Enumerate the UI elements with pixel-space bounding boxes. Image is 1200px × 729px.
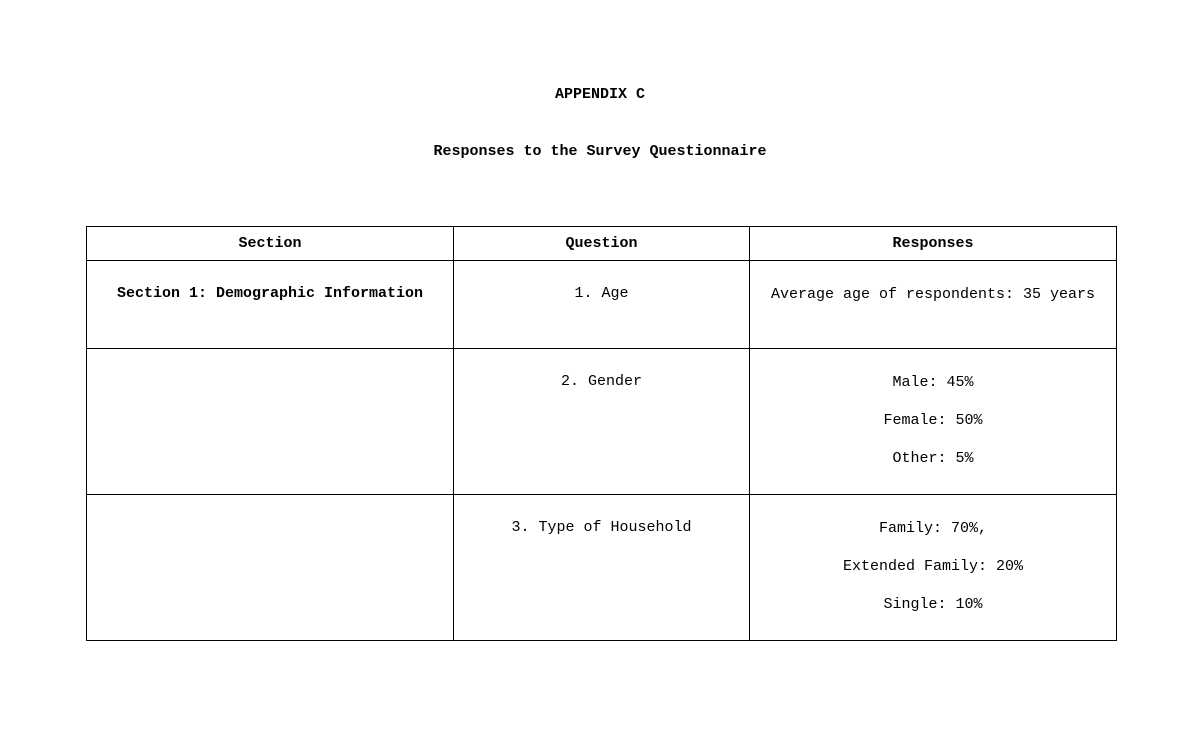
appendix-title: APPENDIX C [554,86,645,103]
survey-responses-table [86,226,1117,641]
document-subtitle: Responses to the Survey Questionnaire [433,143,767,160]
question-cell: 3. Type of Household [454,495,750,641]
header-section: Section [87,227,454,261]
response-line: Single: 10% [883,596,983,613]
responses-cell [750,261,1117,349]
response-line: Family: 70%, [878,520,988,537]
responses-cell [750,495,1117,641]
question-cell: 2. Gender [454,349,750,495]
question-cell: 1. Age [454,261,750,349]
header-question: Question [454,227,750,261]
section-cell [87,495,454,641]
responses-cell [750,349,1117,495]
response-line: Male: 45% [892,374,974,391]
table-header-row [87,227,1117,261]
table-row [87,261,1117,349]
table-row [87,495,1117,641]
response-line: Female: 50% [883,412,983,429]
table-row [87,349,1117,495]
response-line: Average age of respondents: 35 years [770,286,1096,303]
header-responses: Responses [750,227,1117,261]
response-line: Extended Family: 20% [842,558,1024,575]
section-cell: Section 1: Demographic Information [87,261,454,349]
response-line: Other: 5% [892,450,974,467]
section-cell [87,349,454,495]
